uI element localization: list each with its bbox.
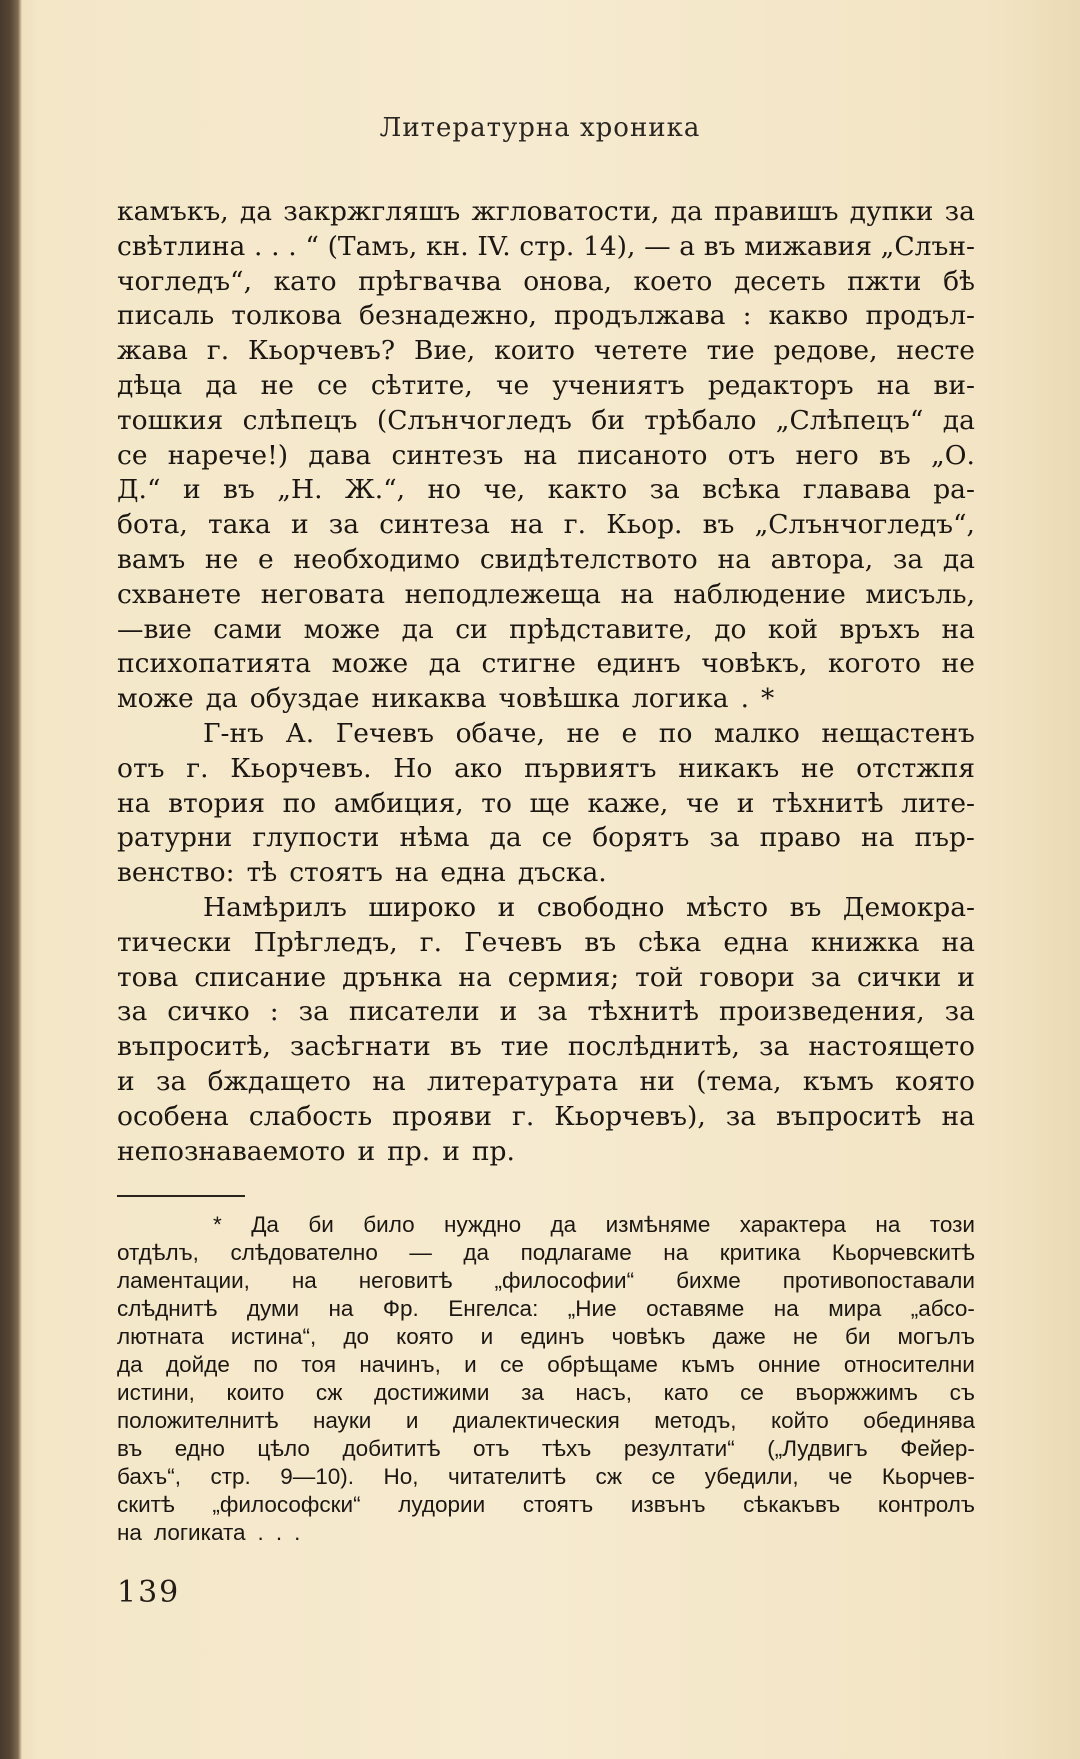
text-line: въпроситѣ, засѣгнати въ тие послѣднитѣ, за настоящето xyxy=(117,1031,975,1063)
text-line: Намѣрилъ широко и свободно мѣсто въ Демокра- xyxy=(203,891,975,923)
text-line: непознаваемото и пр. и пр. xyxy=(117,1135,515,1167)
page-number: 139 xyxy=(117,1575,181,1610)
text-line: писаль толкова безнадежно, продължава : какво продъл- xyxy=(117,300,975,332)
footnote-line: истини, които сж достижими за насъ, като се въоржжимъ съ xyxy=(117,1380,975,1405)
text-line: това списание дрънка на сермия; той говори за сички и xyxy=(117,961,975,993)
text-line: жава г. Кьорчевъ? Вие, които четете тие редове, несте xyxy=(117,335,975,367)
footnote-line: бахъ“, стр. 9—10). Но, читателитѣ сж се убедили, че Кьорчев- xyxy=(117,1464,975,1489)
footnote-line: положителнитѣ науки и диалектическия методъ, който обединява xyxy=(117,1408,975,1433)
text-line: тошкия слѣпецъ (Слънчогледъ би трѣбало „Слѣпецъ“ да xyxy=(117,404,975,436)
text-line: —вие сами може да си прѣдставите, до кой връхъ на xyxy=(117,613,975,645)
text-line: за сичко : за писатели и за тѣхнитѣ произведения, за xyxy=(117,996,975,1028)
text-line: вамъ не е необходимо свидѣтелството на автора, за да xyxy=(117,543,975,575)
text-line: се нарече!) дава синтезъ на писаното отъ него въ „О. xyxy=(117,439,975,471)
footnote-line: * Да би било нуждно да измѣняме характера на този xyxy=(213,1212,975,1237)
text-line: на втория по амбиция, то ще каже, че и тѣхнитѣ лите- xyxy=(117,787,975,819)
text-line: дѣца да не се сѣтите, че учениятъ редакторъ на ви- xyxy=(117,369,975,401)
text-line: схванете неговата неподлежеща на наблюдение мисъль, xyxy=(117,578,975,610)
text-line: може да обуздае никаква човѣшка логика . * xyxy=(117,683,775,715)
footnote-line: слѣднитѣ думи на Фр. Енгелса: „Ние оставяме на мира „абсо- xyxy=(117,1296,975,1321)
footnote-separator xyxy=(117,1195,245,1197)
footnote-line: лютната истина“, до която и единъ човѣкъ даже не би могълъ xyxy=(117,1324,975,1349)
text-line: тически Прѣгледъ, г. Гечевъ въ сѣка една книжка на xyxy=(117,926,975,958)
footnote-line: скитѣ „философски“ лудории стоятъ извънъ сѣкакъвъ контролъ xyxy=(117,1492,975,1517)
footnote-line: ламентации, на неговитѣ „философии“ бихме противопоставали xyxy=(117,1268,975,1293)
text-line: свѣтлина . . . “ (Тамъ, кн. IV. стр. 14), — а въ мижавия „Слън- xyxy=(117,230,975,262)
footnote-line: въ едно цѣло добититѣ отъ тѣхъ резултати“ („Лудвигъ Фейер- xyxy=(117,1436,975,1461)
footnote-block xyxy=(117,1211,975,1547)
footnote-line: отдѣлъ, слѣдователно — да подлагаме на критика Кьорчевскитѣ xyxy=(117,1240,975,1265)
running-head: Литературна хроника xyxy=(379,113,701,143)
text-line: и за бждащето на литературата ни (тема, къмъ която xyxy=(117,1065,975,1097)
text-line: особена слабость прояви г. Кьорчевъ), за въпроситѣ на xyxy=(117,1100,975,1132)
text-line: отъ г. Кьорчевъ. Но ако първиятъ никакъ не отстжпя xyxy=(117,752,975,784)
text-line: камъкъ, да закржгляшъ жгловатости, да правишъ дупки за xyxy=(117,196,975,227)
text-line: психопатията може да стигне единъ човѣкъ, когото не xyxy=(117,648,975,680)
text-line: Д.“ и въ „Н. Ж.“, но че, както за всѣка главава ра- xyxy=(117,474,975,506)
text-line: Г-нъ А. Гечевъ обаче, не е по малко нещастенъ xyxy=(203,717,975,749)
text-line: ратурни глупости нѣма да се борятъ за право на пър- xyxy=(117,822,975,854)
footnote-line: да дойде по тоя начинъ, и се обрѣщаме къмъ онние относителни xyxy=(117,1352,975,1377)
main-text-block xyxy=(117,195,975,1169)
text-line: бота, така и за синтеза на г. Кьор. въ „Слънчогледъ“, xyxy=(117,509,975,541)
book-binding-shadow xyxy=(0,0,22,1759)
text-line: венство: тѣ стоятъ на една дъска. xyxy=(117,857,607,889)
footnote-line: на логиката . . . xyxy=(117,1520,301,1545)
text-line: чогледъ“, като прѣгвачва онова, което десеть пжти бѣ xyxy=(117,265,975,297)
